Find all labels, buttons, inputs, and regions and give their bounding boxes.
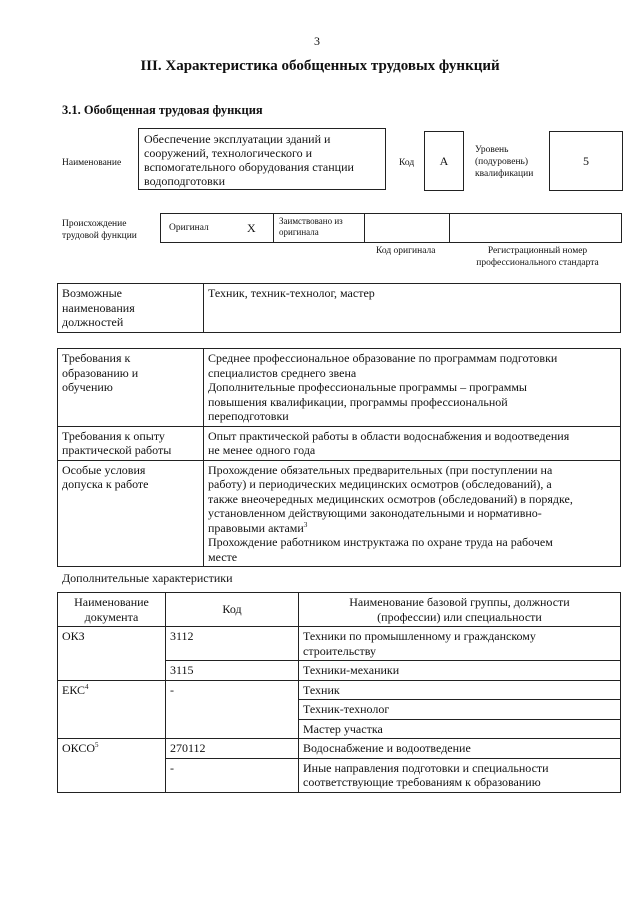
cell-text: ОКСО [62,741,96,755]
cell-line: также внеочередных медицинских осмотров (обследований) в порядке, [208,491,573,506]
cell-line: должностей [62,315,124,329]
cell-code: 270112 [166,739,299,759]
section-title: III. Характеристика обобщенных трудовых функций [140,58,500,74]
borrowed-label [279,216,343,238]
cell-doc [58,739,166,793]
cell-line: Требования к опыту [62,428,165,443]
cell-line: Среднее профессиональное образование по программам подготовки [208,351,558,365]
cell-line: обучению [62,380,113,394]
table-row [58,627,621,661]
table-row [58,739,621,759]
level-label-line: квалификации [475,169,534,179]
table-row [58,284,621,333]
education-label [58,349,204,427]
cell-line: документа [84,609,139,624]
borrowed-label-line: оригинала [279,227,319,237]
cell-line: специалистов среднего звена [208,365,357,380]
divider [364,214,365,242]
cell-line: Наименование базовой группы, должности [349,595,570,609]
positions-table [57,283,621,333]
experience-label [58,426,204,460]
function-name-line: вспомогательного оборудования станции [144,160,354,174]
original-label: Оригинал [169,223,209,233]
cell-line: Дополнительные профессиональные программы – программы [208,380,527,394]
cell-line: Прохождение обязательных предварительных (при поступлении на [208,462,553,477]
function-name-line: сооружений, технологического и [144,146,312,160]
original-mark: Х [247,221,256,235]
cell-name: Водоснабжение и водоотведение [299,739,621,759]
cell-doc: ОКЗ [58,627,166,681]
cell-line: переподготовки [208,409,289,423]
cell-line: допуска к работе [62,477,149,491]
education-value [204,349,621,427]
cell-line [208,521,616,536]
cell-code: 3115 [166,661,299,681]
divider [449,214,450,242]
header-document [58,593,166,627]
reg-caption-line: Регистрационный номер [487,246,588,256]
cell-line: месте [208,549,238,564]
cell-name: Техники-механики [299,661,621,681]
cell-line: не менее одного года [208,443,316,457]
level-value: 5 [549,131,623,191]
cell-line: наименования [62,300,135,315]
name-label: Наименование [62,158,122,168]
origin-label [62,218,137,242]
requirements-table [57,348,621,567]
function-name-line: водоподготовки [144,174,225,188]
cell-line: Возможные [62,286,122,300]
cell-line: Наименование [74,595,149,609]
positions-label [58,284,204,333]
origin-box [160,213,622,243]
footnote-mark: 3 [303,520,308,529]
cell-line: повышения квалификации, программы профессиональной [208,394,508,409]
reg-caption-line: профессионального стандарта [476,258,599,268]
cell-line: практической работы [62,443,172,457]
cell-text: ЕКС [62,682,86,697]
divider [273,214,274,242]
function-name-line: Обеспечение эксплуатации зданий и [144,132,331,146]
cell-line: строительству [303,643,376,658]
footnote-mark: 4 [85,682,89,691]
reg-number-caption [455,245,620,269]
cell-name [299,758,621,792]
cell-name [299,627,621,661]
table-row [58,680,621,700]
function-name-box [138,128,386,190]
subsection-title: 3.1. Обобщенная трудовая функция [62,103,263,117]
code-value: А [424,131,464,191]
borrowed-label-line: Заимствовано из [279,216,343,226]
level-label-line: Уровень [475,145,509,155]
cell-name: Техник-технолог [299,700,621,720]
level-label-line: (подуровень) [475,157,529,167]
cell-code: - [166,758,299,792]
header-name [299,593,621,627]
additional-title: Дополнительные характеристики [62,571,233,585]
table-row [58,349,621,427]
page-number: 3 [314,34,320,48]
cell-name: Мастер участка [299,719,621,739]
table-header-row [58,593,621,627]
origin-label-line: Происхождение [62,219,127,229]
special-conditions-label [58,460,204,567]
header-code: Код [166,593,299,627]
cell-text: правовыми актами [208,520,304,535]
footnote-mark: 5 [95,741,99,749]
cell-line: Техники по промышленному и гражданскому [303,629,536,643]
cell-line: Опыт практической работы в области водоснабжения и водоотведения [208,428,570,443]
cell-doc [58,680,166,739]
origin-label-line: трудовой функции [62,231,137,241]
cell-line: (профессии) или специальности [377,609,542,624]
experience-value [204,426,621,460]
code-label: Код [399,158,415,168]
table-row [58,460,621,567]
cell-line: Иные направления подготовки и специальности [303,760,549,775]
cell-line: Прохождение работником инструктажа по охране труда на рабочем [208,535,553,549]
cell-code: 3112 [166,627,299,661]
cell-line: образованию и [62,365,139,380]
code-original-caption: Код оригинала [376,246,436,256]
cell-name: Техник [299,680,621,700]
additional-table [57,592,621,793]
cell-code: - [166,680,299,739]
cell-line: Требования к [62,351,131,365]
level-label [475,144,533,180]
table-row [58,426,621,460]
cell-line: соответствующие требованиям к образованию [303,775,541,789]
positions-value: Техник, техник-технолог, мастер [204,284,621,333]
cell-line: установленном действующими законодательными и нормативно- [208,506,542,520]
cell-line: Особые условия [62,462,146,477]
cell-line: работу) и периодических медицинских осмотров (обследований), а [208,477,552,491]
special-conditions-value [204,460,621,567]
